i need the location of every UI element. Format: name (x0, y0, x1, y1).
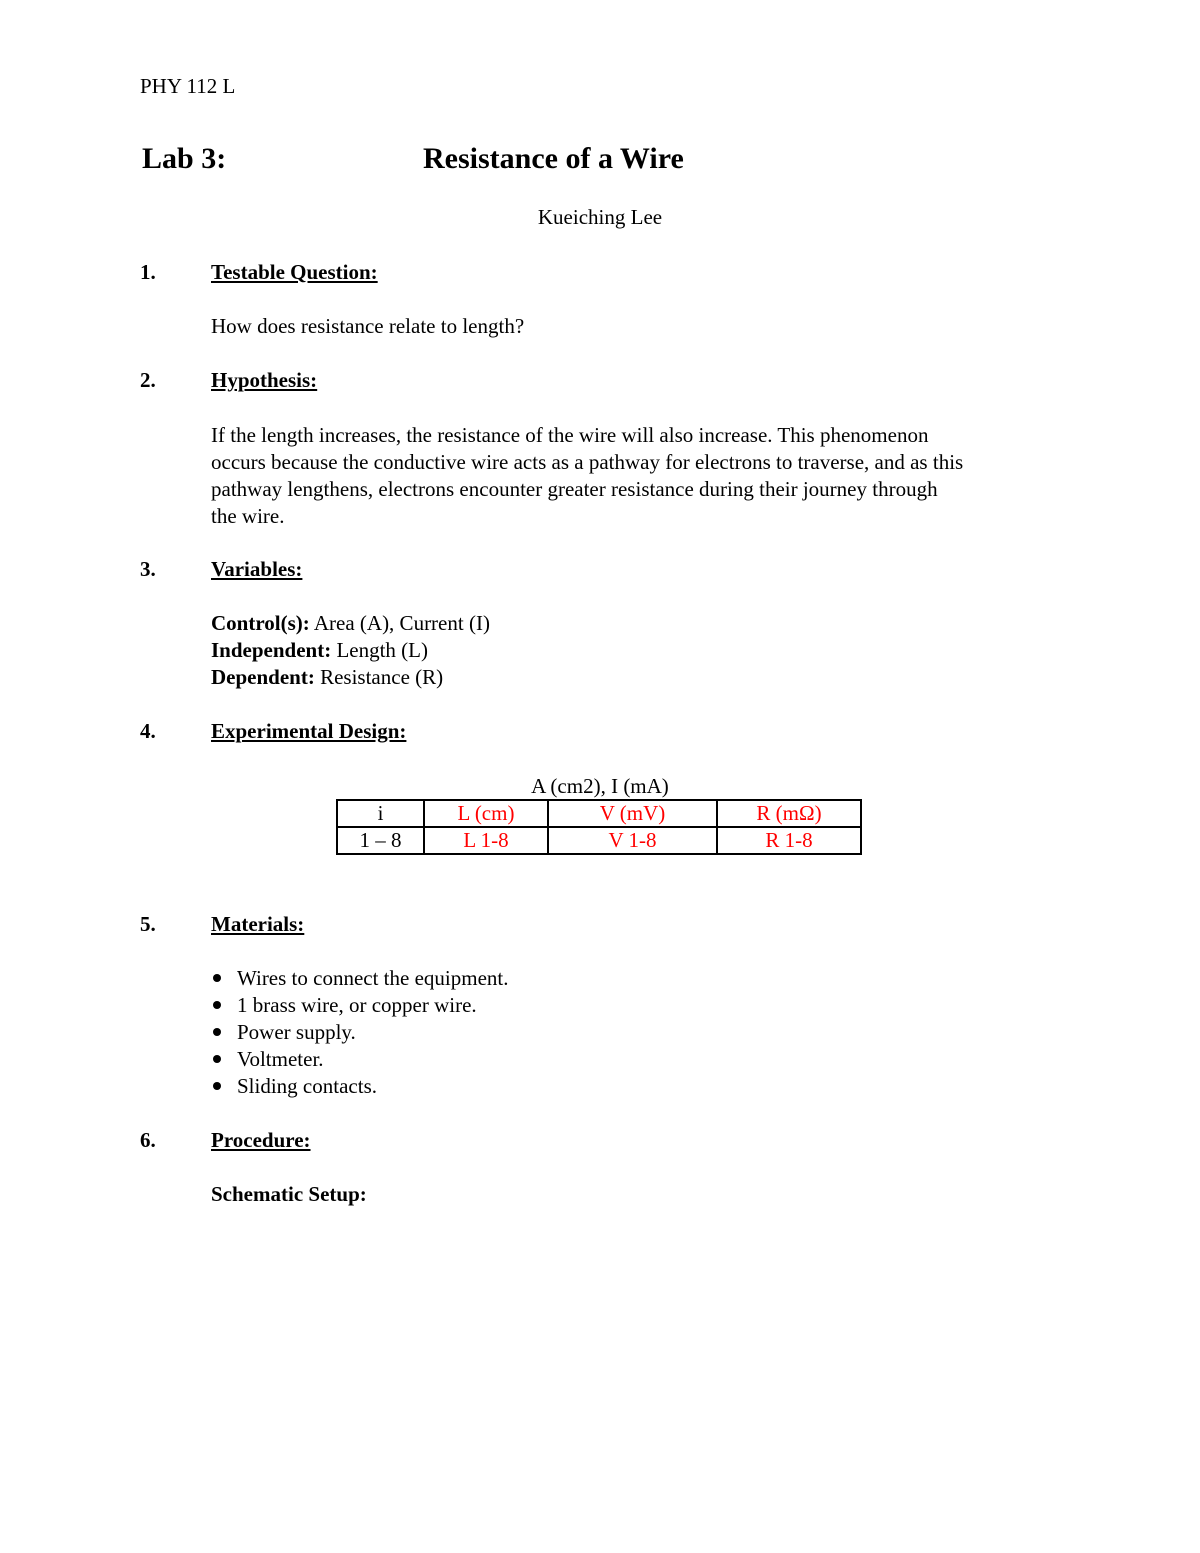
hypothesis-line: the wire. (211, 504, 285, 528)
bullet-icon (213, 1082, 221, 1090)
material-text: 1 brass wire, or copper wire. (237, 993, 477, 1017)
section-2-number: 2. (140, 368, 156, 392)
material-text: Sliding contacts. (237, 1074, 377, 1098)
section-3-number: 3. (140, 557, 156, 581)
bullet-icon (213, 1028, 221, 1036)
bullet-icon (213, 1001, 221, 1009)
lab-title: Resistance of a Wire (423, 142, 684, 175)
table-row (337, 827, 861, 854)
hypothesis-paragraph (211, 422, 1071, 530)
table-header-row (337, 800, 861, 827)
table-header-cell: i (337, 800, 424, 827)
bullet-icon (213, 974, 221, 982)
section-6-number: 6. (140, 1128, 156, 1152)
materials-list (211, 965, 508, 1100)
control-label: Control(s): (211, 611, 310, 635)
section-3-heading: Variables: (211, 557, 303, 581)
dependent-variable (211, 665, 443, 690)
list-item (211, 992, 508, 1019)
table-cell: L 1-8 (424, 827, 548, 854)
list-item (211, 1046, 508, 1073)
control-variables (211, 611, 490, 636)
table-cell: V 1-8 (548, 827, 717, 854)
dependent-value: Resistance (R) (314, 665, 444, 689)
section-4-number: 4. (140, 719, 156, 743)
list-item (211, 1019, 508, 1046)
schematic-setup-subheading: Schematic Setup: (211, 1182, 367, 1206)
section-5-heading: Materials: (211, 912, 305, 936)
section-1-heading: Testable Question: (211, 260, 378, 284)
table-header-cell: V (mV) (548, 800, 717, 827)
material-text: Power supply. (237, 1020, 356, 1044)
hypothesis-line: If the length increases, the resistance of the wire will also increase. This phenomenon (211, 423, 929, 447)
hypothesis-line: occurs because the conductive wire acts as a pathway for electrons to traverse, and as this (211, 450, 964, 474)
testable-question-text: How does resistance relate to length? (211, 314, 525, 338)
section-5-number: 5. (140, 912, 156, 936)
section-2-heading: Hypothesis: (211, 368, 318, 392)
author-name: Kueiching Lee (537, 205, 663, 229)
table-cell: 1 – 8 (337, 827, 424, 854)
section-4-heading: Experimental Design: (211, 719, 407, 743)
table-header-cell: L (cm) (424, 800, 548, 827)
control-value: Area (A), Current (I) (309, 611, 490, 635)
table-header-cell: R (mΩ) (717, 800, 861, 827)
table-cell: R 1-8 (717, 827, 861, 854)
lab-number: Lab 3: (142, 142, 227, 175)
dependent-label: Dependent: (211, 665, 315, 689)
independent-value: Length (L) (331, 638, 428, 662)
list-item (211, 1073, 508, 1100)
section-1-number: 1. (140, 260, 156, 284)
table-caption: A (cm2), I (mA) (531, 774, 669, 798)
list-item (211, 965, 508, 992)
material-text: Wires to connect the equipment. (237, 966, 509, 990)
material-text: Voltmeter. (237, 1047, 324, 1071)
independent-label: Independent: (211, 638, 332, 662)
section-6-heading: Procedure: (211, 1128, 311, 1152)
hypothesis-line: pathway lengthens, electrons encounter greater resistance during their journey through (211, 477, 938, 501)
bullet-icon (213, 1055, 221, 1063)
course-code: PHY 112 L (140, 74, 236, 98)
independent-variable (211, 638, 428, 663)
design-table (336, 799, 862, 855)
